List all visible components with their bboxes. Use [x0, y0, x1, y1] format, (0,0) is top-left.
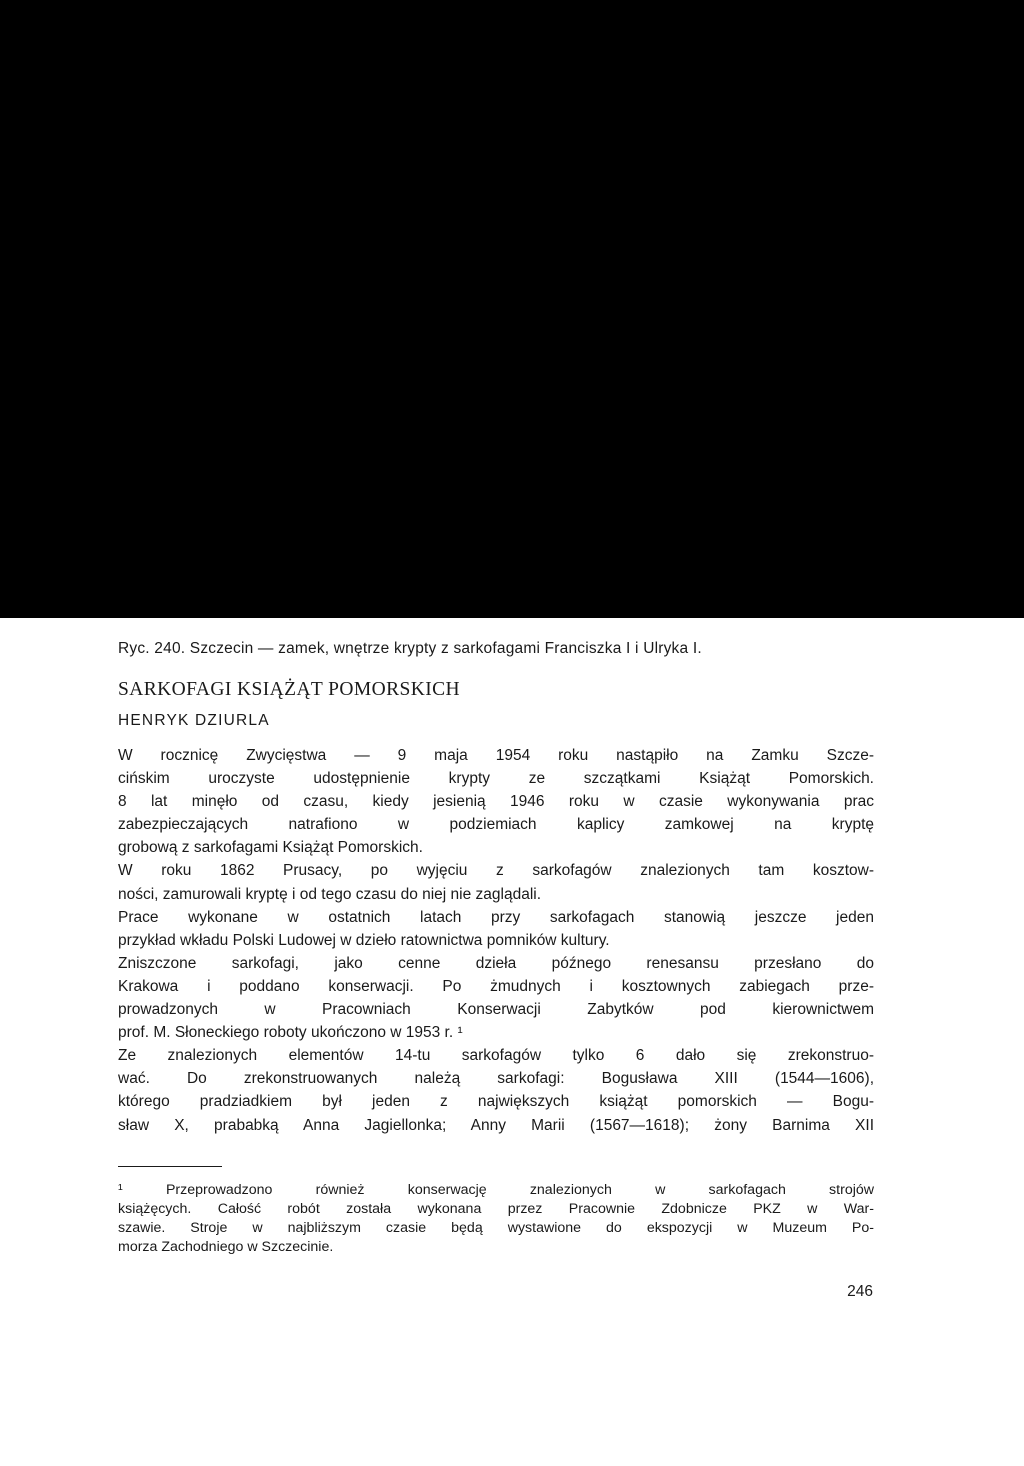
footnote-line: morza Zachodniego w Szczecinie. [118, 1239, 334, 1255]
footnote-separator [118, 1166, 222, 1167]
body-line: 8 lat minęło od czasu, kiedy jesienią 1946 roku w czasie wykonywania prac [118, 793, 874, 811]
body-line: zabezpieczających natrafiono w podziemiach kaplicy zamkowej na kryptę [118, 816, 874, 834]
body-line: przykład wkładu Polski Ludowej w dzieło ratownictwa pomników kultury. [118, 931, 610, 949]
article-body [118, 744, 874, 1137]
crypt-photograph [0, 0, 1024, 620]
article-title: SARKOFAGI KSIĄŻĄT POMORSKICH [118, 679, 461, 700]
body-line: W roku 1862 Prusacy, po wyjęciu z sarkofagów znalezionych tam kosztow- [118, 862, 874, 880]
footnote-line: ¹ Przeprowadzono również konserwację znalezionych w sarkofagach strojów [118, 1182, 874, 1198]
printed-page [0, 618, 1024, 1466]
body-line: prof. M. Słoneckiego roboty ukończono w 1953 r. ¹ [118, 1024, 463, 1042]
footnote [118, 1181, 874, 1257]
body-line: Ze znalezionych elementów 14-tu sarkofagów tylko 6 dało się zrekonstruo- [118, 1047, 874, 1065]
body-line: ności, zamurowali kryptę i od tego czasu do niej nie zaglądali. [118, 885, 542, 903]
body-line: Zniszczone sarkofagi, jako cenne dzieła późnego renesansu przesłano do [118, 954, 874, 972]
body-line: prowadzonych w Pracowniach Konserwacji Zabytków pod kierownictwem [118, 1001, 874, 1019]
body-line: W rocznicę Zwycięstwa — 9 maja 1954 roku nastąpiło na Zamku Szcze- [118, 747, 874, 764]
article-author: HENRYK DZIURLA [118, 712, 270, 729]
figure-caption: Ryc. 240. Szczecin — zamek, wnętrze krypty z sarkofagami Franciszka I i Ulryka I. [118, 640, 702, 657]
body-line: cińskim uroczyste udostępnienie krypty ze szczątkami Książąt Pomorskich. [118, 770, 874, 788]
body-line: którego pradziadkiem był jeden z największych książąt pomorskich — Bogu- [118, 1093, 874, 1111]
footnote-line: książęcych. Całość robót została wykonana przez Pracownie Zdobnicze PKZ w War- [118, 1201, 874, 1217]
body-line: Prace wykonane w ostatnich latach przy sarkofagach stanowią jeszcze jeden [118, 908, 874, 926]
footnote-line: szawie. Stroje w najbliższym czasie będą wystawione do ekspozycji w Muzeum Po- [118, 1220, 874, 1236]
body-line: grobową z sarkofagami Książąt Pomorskich. [118, 839, 423, 857]
body-line: Krakowa i poddano konserwacji. Po żmudnych i kosztownych zabiegach prze- [118, 977, 874, 995]
page-number: 246 [847, 1283, 873, 1300]
body-line: wać. Do zrekonstruowanych należą sarkofagi: Bogusława XIII (1544—1606), [118, 1070, 874, 1088]
body-line: sław X, prababką Anna Jagiellonka; Anny Marii (1567—1618); żony Barnima XII [118, 1116, 874, 1134]
